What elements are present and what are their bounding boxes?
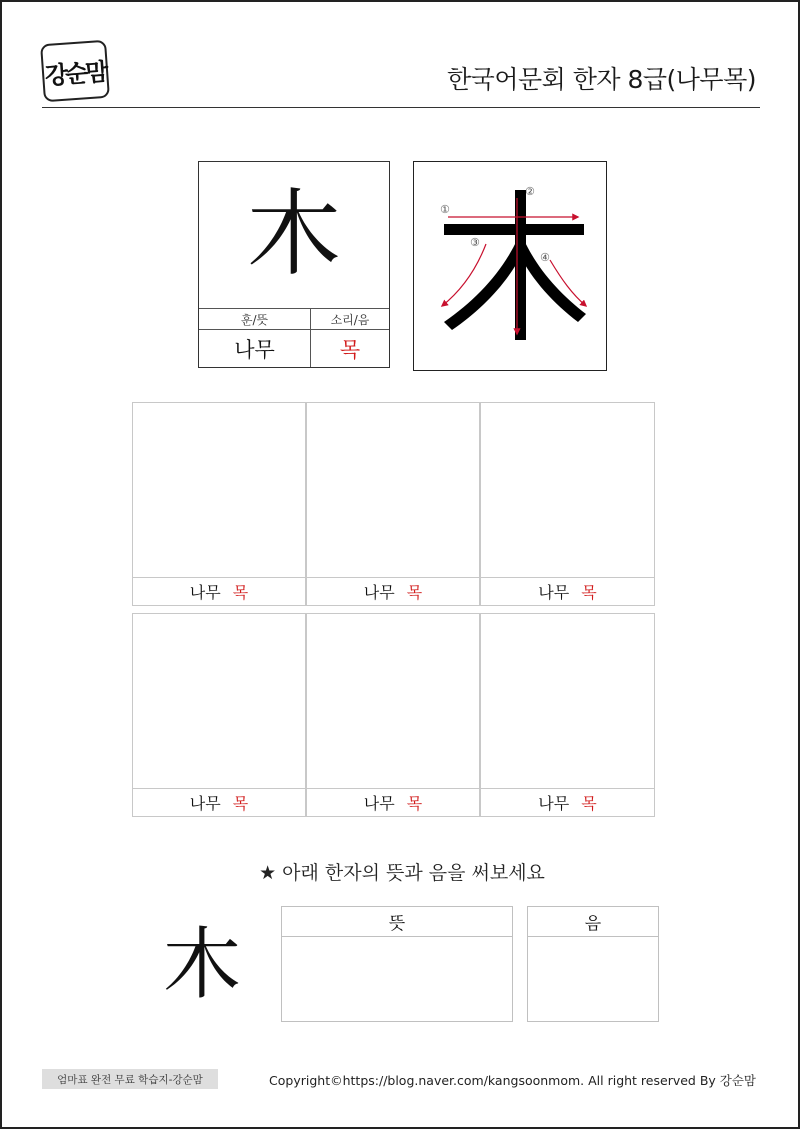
step-label: ④ [540,251,550,264]
practice-meaning: 나무 [189,583,221,602]
header-divider [42,107,760,108]
practice-cell[interactable] [306,402,480,606]
step-label: ② [525,185,535,198]
practice-cell[interactable] [132,402,306,606]
practice-caption [133,788,305,816]
sound-label: 소리/음 [330,312,370,327]
practice-sound: 목 [232,794,249,813]
stroke-horizontal [444,224,584,235]
footer-copyright: Copyright©https://blog.naver.com/kangsoonmom. All right reserved By 강순맘 [269,1073,756,1088]
practice-meaning: 나무 [538,794,570,813]
practice-caption [481,788,654,816]
practice-meaning: 나무 [363,794,395,813]
practice-grid-row [132,402,655,606]
brand-logo [40,40,110,102]
practice-meaning: 나무 [363,583,395,602]
practice-grid-row [132,613,655,817]
sound-value: 목 [339,337,361,362]
practice-sound: 목 [581,583,597,602]
practice-meaning: 나무 [189,794,221,813]
practice-sound: 목 [406,794,423,813]
footer-badge: 엄마표 완전 무료 학습지-강순맘 [42,1069,218,1089]
stroke-left-falling [444,240,525,330]
stroke-order-card [413,161,607,371]
hanja-character: 木 [246,180,341,289]
practice-sound: 목 [232,583,249,602]
meaning-answer-box[interactable] [281,906,513,1022]
sound-answer-header: 음 [528,907,658,937]
page-title: 한국어문회 한자 8급(나무목) [447,65,756,94]
practice-sound: 목 [406,583,423,602]
card-label-row [199,308,389,330]
step-label: ① [440,203,450,216]
practice-caption [307,788,479,816]
character-card [198,161,390,368]
practice-caption [133,577,305,605]
sound-answer-box[interactable] [527,906,659,1022]
stroke-right-falling [516,240,586,322]
practice-cell[interactable] [480,402,655,606]
practice-cell[interactable] [480,613,655,817]
practice-caption [481,577,654,605]
practice-meaning: 나무 [538,583,570,602]
meaning-value: 나무 [199,330,311,367]
step-label: ③ [470,236,480,249]
meaning-label: 훈/뜻 [199,309,311,329]
practice-cell[interactable] [132,613,306,817]
logo-text: 강순맘 [43,57,107,90]
meaning-answer-header: 뜻 [282,907,512,937]
practice-cell[interactable] [306,613,480,817]
practice-caption [307,577,479,605]
quiz-instruction: ★ 아래 한자의 뜻과 음을 써보세요 [259,862,545,884]
practice-sound: 목 [581,794,597,813]
card-value-row [199,330,389,367]
stroke-order-diagram [414,162,608,372]
quiz-hanja: 木 [162,920,241,1010]
